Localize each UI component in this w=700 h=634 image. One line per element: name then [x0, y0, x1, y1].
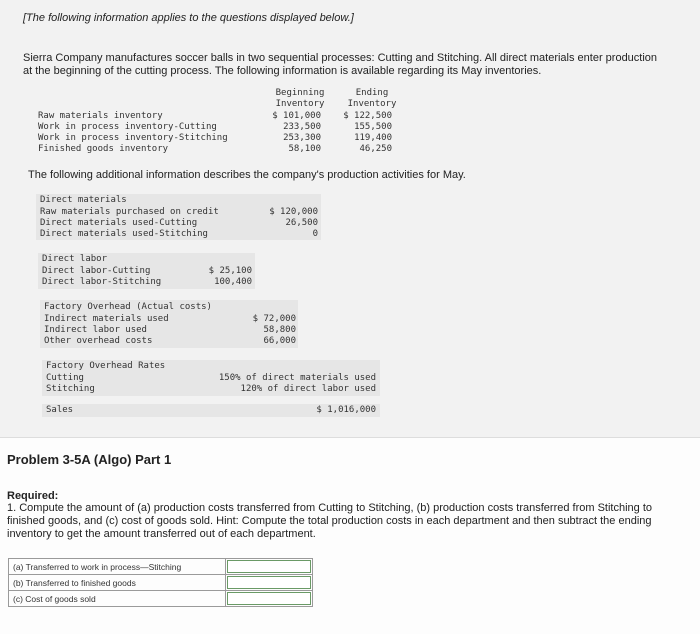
factory-overhead-heading: Factory Overhead (Actual costs): [44, 302, 212, 312]
direct-labor-row-value: 100,400: [214, 277, 252, 287]
direct-labor-row-label: Direct labor-Cutting: [42, 266, 151, 276]
inventory-row-beginning: 233,500: [283, 122, 321, 132]
overhead-rates-heading: Factory Overhead Rates: [46, 361, 166, 371]
inventory-row-label: Work in process inventory-Cutting: [38, 122, 217, 132]
answer-label: (b) Transferred to finished goods: [9, 575, 226, 591]
inventory-row-ending: 155,500: [354, 122, 392, 132]
overhead-rates-row-label: Stitching: [46, 384, 95, 394]
factory-overhead-row-label: Other overhead costs: [44, 336, 153, 346]
answer-row: [9, 591, 313, 607]
problem-title: Problem 3-5A (Algo) Part 1: [7, 452, 172, 467]
inventory-row-label: Finished goods inventory: [38, 144, 169, 154]
inventory-row-label: Work in process inventory-Stitching: [38, 133, 228, 143]
answer-row: [9, 559, 313, 575]
beginning-inventory-header: Beginning Inventory: [275, 88, 325, 109]
answer-row: [9, 575, 313, 591]
direct-labor-heading: Direct labor: [42, 254, 108, 264]
factory-overhead-row-value: 58,800: [263, 325, 296, 335]
activities-intro: The following additional information describes the company's production activities for May.: [28, 169, 466, 181]
answer-input-c[interactable]: [227, 592, 311, 605]
answer-input-b[interactable]: [227, 576, 311, 589]
sales-label: Sales: [46, 405, 74, 415]
answer-input-a[interactable]: [227, 560, 311, 573]
direct-materials-row-label: Direct materials used-Cutting: [40, 218, 198, 228]
answer-cell: [226, 559, 313, 575]
overhead-rates-row-value: 120% of direct labor used: [240, 384, 376, 394]
inventory-row-ending: $ 122,500: [343, 111, 392, 121]
direct-labor-row-label: Direct labor-Stitching: [42, 277, 162, 287]
intro-note: [The following information applies to the questions displayed below.]: [23, 12, 354, 24]
direct-materials-row-value: $ 120,000: [269, 207, 318, 217]
required-heading: Required:: [7, 490, 59, 502]
answer-table: [8, 558, 313, 607]
direct-materials-row-value: 26,500: [285, 218, 318, 228]
direct-materials-row-label: Raw materials purchased on credit: [40, 207, 219, 217]
direct-materials-row-value: 0: [312, 229, 318, 239]
direct-labor-row-value: $ 25,100: [208, 266, 252, 276]
inventory-row-beginning: $ 101,000: [272, 111, 321, 121]
sales-value: $ 1,016,000: [316, 405, 376, 415]
factory-overhead-row-value: $ 72,000: [252, 314, 296, 324]
overhead-rates-row-label: Cutting: [46, 373, 84, 383]
direct-materials-heading: Direct materials: [40, 195, 127, 205]
inventory-row-ending: 46,250: [359, 144, 392, 154]
answer-cell: [226, 591, 313, 607]
overhead-rates-row-value: 150% of direct materials used: [218, 373, 376, 383]
inventory-row-beginning: 58,100: [288, 144, 321, 154]
ending-inventory-header: Ending Inventory: [347, 88, 397, 109]
inventory-row-ending: 119,400: [354, 133, 392, 143]
inventory-row-beginning: 253,300: [283, 133, 321, 143]
answer-cell: [226, 575, 313, 591]
answer-label: (a) Transferred to work in process—Stitching: [9, 559, 226, 575]
inventory-row-label: Raw materials inventory: [38, 111, 163, 121]
direct-materials-row-label: Direct materials used-Stitching: [40, 229, 208, 239]
intro-paragraph: Sierra Company manufactures soccer balls in two sequential processes: Cutting and Stitching. All direct materials enter production at the beginning of the cutting process. The following information is available regarding its May inventories.: [23, 52, 658, 77]
factory-overhead-row-label: Indirect labor used: [44, 325, 147, 335]
factory-overhead-row-value: 66,000: [263, 336, 296, 346]
answer-label: (c) Cost of goods sold: [9, 591, 226, 607]
required-text: 1. Compute the amount of (a) production costs transferred from Cutting to Stitching, (b) production costs transferred from Stitching to finished goods, and (c) cost of goods sold. Hint: Compute the total production costs in each department and then subtract the ending inventory to get the amount transferred out of each department.: [7, 502, 653, 540]
factory-overhead-row-label: Indirect materials used: [44, 314, 169, 324]
